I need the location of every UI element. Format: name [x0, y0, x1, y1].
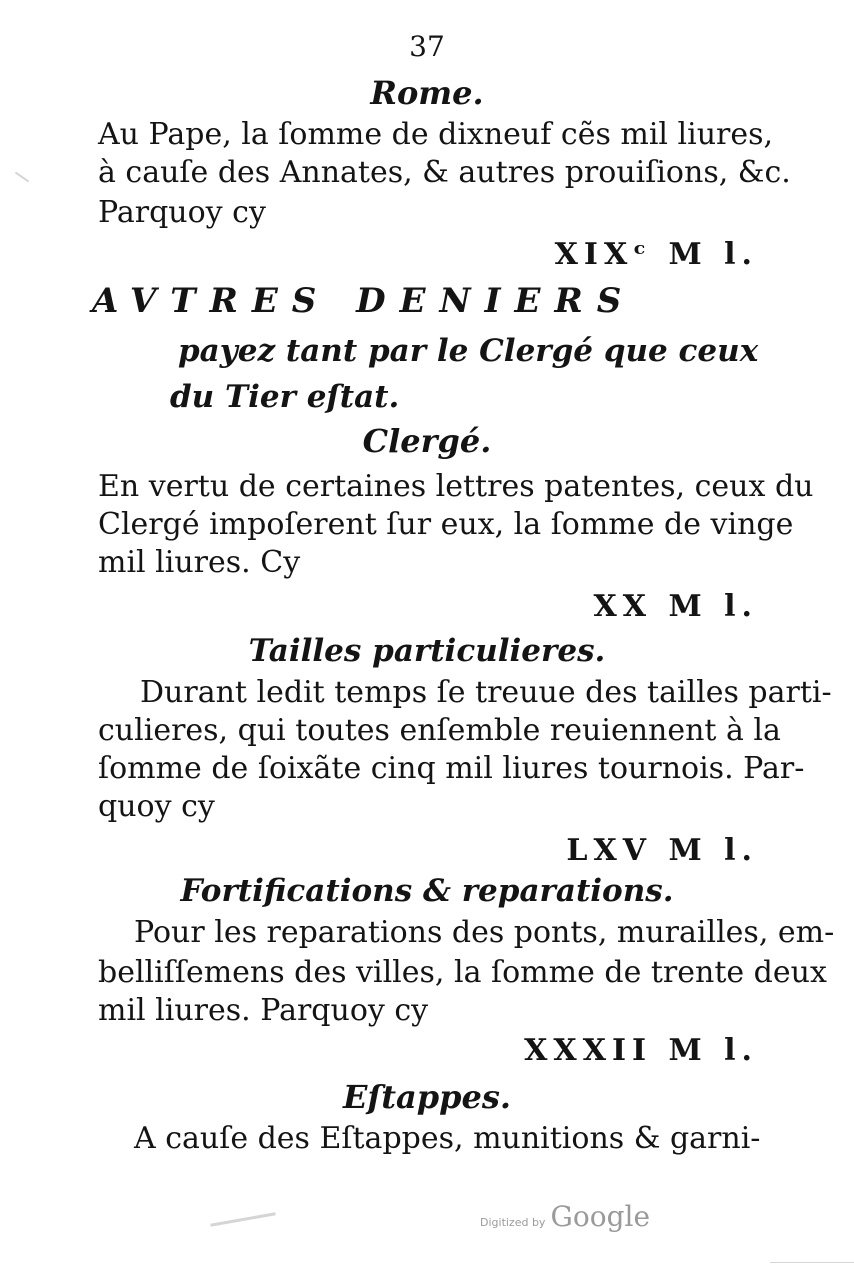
- autres-sub-2: du Tier eſtat.: [170, 379, 400, 415]
- heading-clerge: Clergé.: [362, 422, 492, 460]
- amount-fortifications: XXXII M l.: [524, 1033, 758, 1068]
- tailles-line-4: quoy cy: [98, 789, 215, 824]
- autres-sub-1: payez tant par le Clergé que ceux: [178, 333, 759, 369]
- heading-rome: Rome.: [370, 74, 484, 112]
- heading-fortifications: Fortifications & reparations.: [180, 873, 674, 909]
- google-logo: Google: [550, 1200, 651, 1233]
- scan-mark: [210, 1212, 276, 1226]
- clerge-line-2: Clergé impoſerent ſur eux, la ſomme de vinge: [98, 507, 794, 542]
- heading-tailles: Tailles particulieres.: [248, 633, 606, 669]
- page-number: 37: [409, 30, 445, 63]
- digitized-by-text: Digitized by: [480, 1216, 546, 1229]
- fortifications-line-3: mil liures. Parquoy cy: [98, 993, 429, 1028]
- amount-rome: XIXᶜ M l.: [554, 237, 758, 272]
- tailles-line-3: ſomme de ſoixãte cinq mil liures tournois. Par-: [98, 751, 805, 786]
- rome-line-1: Au Pape, la ſomme de dixneuf cẽs mil liures,: [98, 117, 774, 152]
- clerge-line-3: mil liures. Cy: [98, 545, 301, 580]
- clerge-line-1: En vertu de certaines lettres patentes, ceux du: [98, 469, 814, 504]
- fortifications-line-2: belliſſemens des villes, la ſomme de trente deux: [98, 955, 827, 990]
- tailles-line-1: Durant ledit temps ſe treuue des tailles parti-: [140, 675, 832, 710]
- scan-line: [770, 1262, 854, 1263]
- amount-clerge: XX M l.: [593, 589, 758, 624]
- heading-estappes: Eſtappes.: [343, 1078, 511, 1116]
- heading-autres-deniers: AVTRES DENIERS: [92, 281, 636, 321]
- amount-tailles: LXV M l.: [566, 833, 758, 868]
- tailles-line-2: culieres, qui toutes enſemble reuiennent à la: [98, 713, 781, 748]
- estappes-line-1: A cauſe des Eſtappes, munitions & garni-: [134, 1121, 761, 1156]
- scan-mark: [15, 172, 29, 183]
- digitized-watermark: [480, 1200, 650, 1233]
- rome-line-2: à cauſe des Annates, & autres prouiſions, &c.: [98, 155, 791, 190]
- rome-line-3: Parquoy cy: [98, 195, 266, 230]
- fortifications-line-1: Pour les reparations des ponts, murailles, em-: [134, 915, 835, 950]
